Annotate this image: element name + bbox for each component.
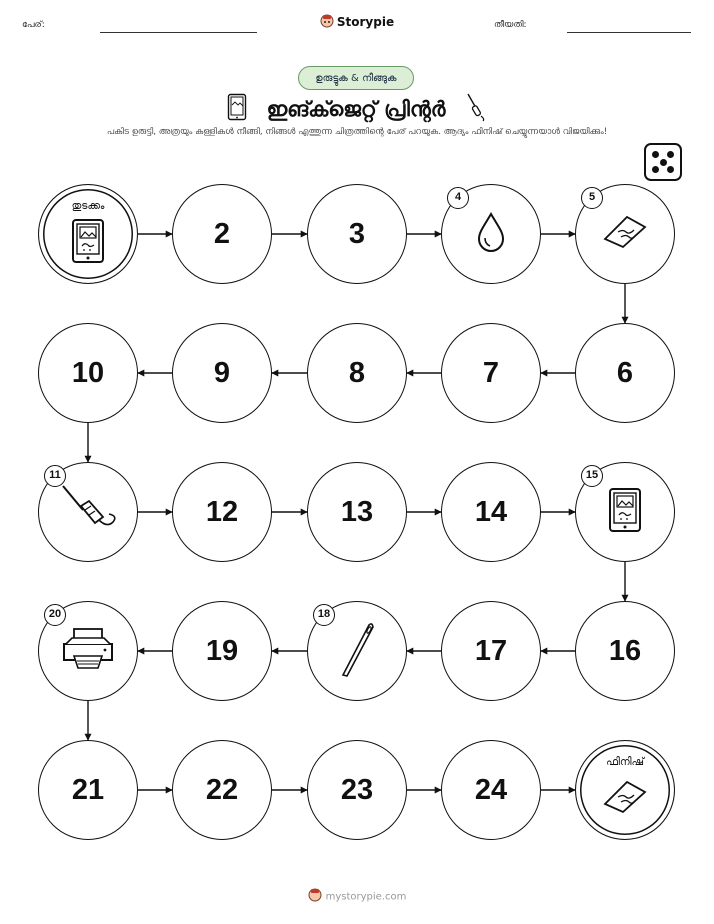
board-cell-5[interactable] [575, 184, 675, 284]
cell-number: 12 [205, 495, 239, 528]
start-cell[interactable] [38, 184, 138, 284]
cell-number: 2 [213, 217, 231, 250]
tablet-photo-icon [608, 487, 642, 537]
name-label: പേര്: [22, 20, 45, 30]
date-label: തീയതി: [494, 20, 527, 30]
cell-number-badge: 5 [581, 187, 603, 209]
board-cell-7[interactable] [441, 323, 541, 423]
tablet-photo-icon [71, 218, 105, 268]
board-cell-12[interactable] [172, 462, 272, 562]
board-cell-19[interactable] [172, 601, 272, 701]
cell-number-badge: 4 [447, 187, 469, 209]
board-cell-15[interactable] [575, 462, 675, 562]
board-cell-9[interactable] [172, 323, 272, 423]
brand-name: Storypie [336, 15, 395, 29]
footer-site[interactable]: mystorypie.com [325, 891, 407, 903]
board-cell-4[interactable] [441, 184, 541, 284]
needle-icon [337, 619, 377, 683]
cell-number: 22 [205, 773, 239, 806]
cell-number: 7 [482, 356, 500, 389]
board-cell-21[interactable] [38, 740, 138, 840]
cell-number: 3 [348, 217, 366, 250]
finish-label: ഫിനിഷ് [606, 756, 644, 768]
cell-number: 9 [213, 356, 231, 389]
soldering-iron-icon [53, 480, 123, 544]
cell-number-badge: 11 [44, 465, 66, 487]
cell-number-badge: 15 [581, 465, 603, 487]
cell-number: 6 [616, 356, 634, 389]
printer-icon [60, 626, 116, 676]
game-title: ഇങ്ക്ജെറ്റ് പ്രിന്റർ [266, 96, 446, 121]
instructions: പകിട ഉരുട്ടി, അത്രയും കള്ളികൾ നീങ്ങി, നിങ്ങൾ എത്തുന്ന ചിത്രത്തിന്റെ പേര് പറയുക. ആദ്യം ഫിനിഷ് ചെയ്യുന്നയാൾ വിജയിക്കും! [106, 127, 608, 137]
board-cell-13[interactable] [307, 462, 407, 562]
paper-sheet-icon [601, 778, 649, 820]
board-cell-23[interactable] [307, 740, 407, 840]
storypie-logo-icon [308, 888, 322, 905]
board-cell-17[interactable] [441, 601, 541, 701]
board-cell-3[interactable] [307, 184, 407, 284]
cell-number: 13 [340, 495, 374, 528]
board-cell-22[interactable] [172, 740, 272, 840]
board-cell-14[interactable] [441, 462, 541, 562]
cell-number: 23 [340, 773, 374, 806]
cell-number: 17 [474, 634, 508, 667]
footer [0, 888, 714, 905]
board-cell-10[interactable] [38, 323, 138, 423]
game-tag: ഉരുട്ടുക & നീങ്ങുക [298, 66, 414, 90]
board-cell-24[interactable] [441, 740, 541, 840]
cell-number: 8 [348, 356, 366, 389]
paper-sheet-icon [601, 213, 649, 255]
board-cell-20[interactable] [38, 601, 138, 701]
cell-number: 24 [474, 773, 508, 806]
board-cell-16[interactable] [575, 601, 675, 701]
board-cell-8[interactable] [307, 323, 407, 423]
cell-number-badge: 20 [44, 604, 66, 626]
board-cell-11[interactable] [38, 462, 138, 562]
cell-number: 21 [71, 773, 105, 806]
cell-number-badge: 18 [313, 604, 335, 626]
cell-number: 19 [205, 634, 239, 667]
board-cell-6[interactable] [575, 323, 675, 423]
cell-number: 14 [474, 495, 508, 528]
finish-cell[interactable] [575, 740, 675, 840]
cell-number: 10 [71, 356, 105, 389]
ink-drop-icon [474, 211, 508, 257]
board-cell-2[interactable] [172, 184, 272, 284]
cell-number: 16 [608, 634, 642, 667]
start-label: തുടക്കം [71, 200, 105, 212]
board-cell-18[interactable] [307, 601, 407, 701]
